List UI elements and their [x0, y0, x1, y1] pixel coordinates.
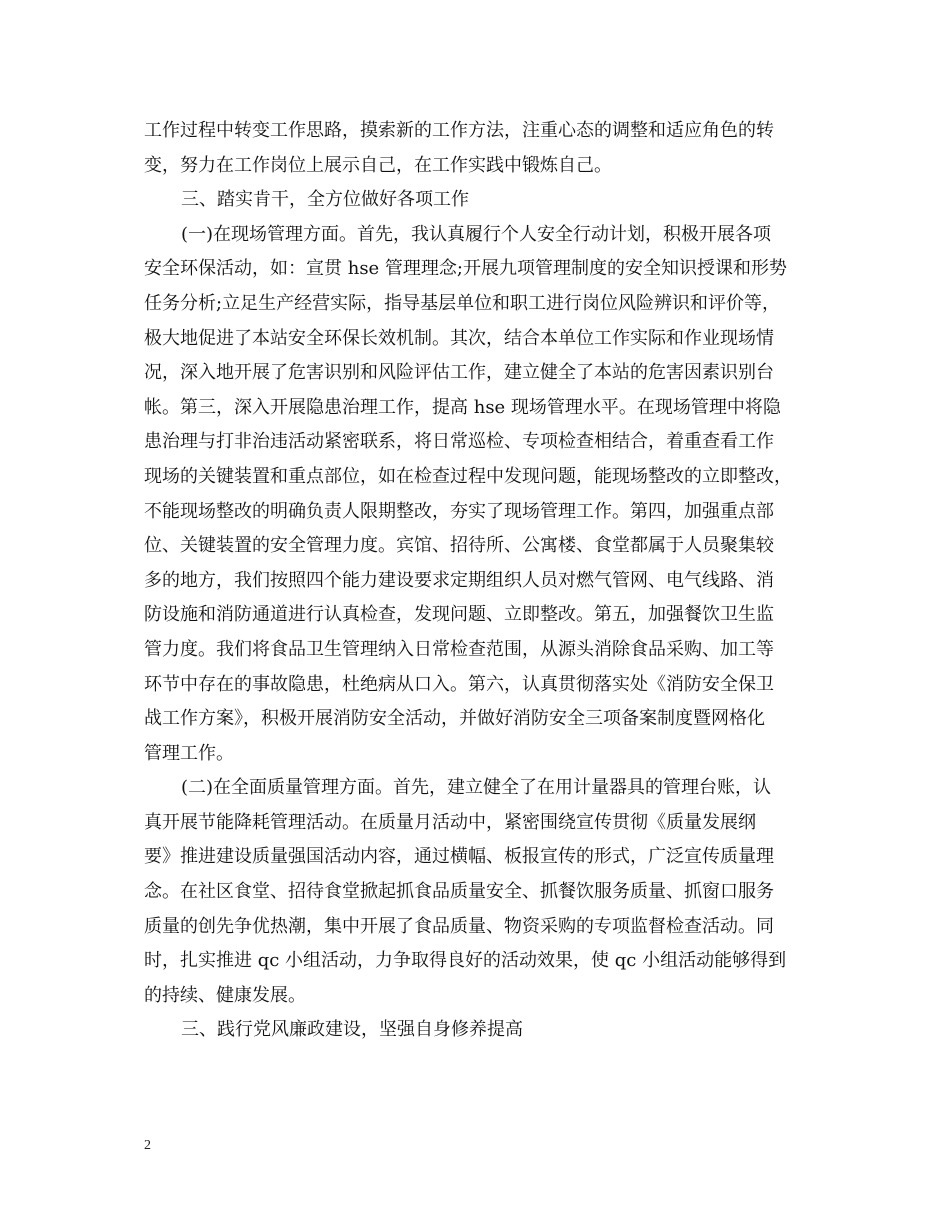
text-line: 真开展节能降耗管理活动。在质量月活动中，紧密围绕宣传贯彻《质量发展纲 [144, 811, 756, 833]
text-line: 管理工作。 [144, 742, 234, 764]
paragraph-start: (二)在全面质量管理方面。首先，建立健全了在用计量器具的管理台账，认 [181, 777, 772, 799]
text-line: 任务分析;立足生产经营实际，指导基层单位和职工进行岗位风险辨识和评价等， [144, 292, 781, 314]
text-line: 帐。第三，深入开展隐患治理工作，提高 hse 现场管理水平。在现场管理中将隐 [144, 396, 781, 418]
text-line: 多的地方，我们按照四个能力建设要求定期组织人员对燃气管网、电气线路、消 [144, 569, 774, 591]
section-heading: 三、踏实肯干，全方位做好各项工作 [181, 189, 469, 211]
document-body [144, 114, 806, 1048]
text-line: 安全环保活动，如：宣贯 hse 管理理念;开展九项管理制度的安全知识授课和形势 [144, 258, 787, 280]
text-line: 环节中存在的事故隐患，杜绝病从口入。第六，认真贯彻落实处《消防安全保卫 [144, 673, 774, 695]
paragraph-start: (一)在现场管理方面。首先，我认真履行个人安全行动计划，积极开展各项 [181, 223, 772, 245]
text-line: 变，努力在工作岗位上展示自己，在工作实践中锻炼自己。 [144, 154, 612, 176]
text-line: 要》推进建设质量强国活动内容，通过横幅、板报宣传的形式，广泛宣传质量理 [144, 846, 774, 868]
text-line: 质量的创先争优热潮，集中开展了食品质量、物资采购的专项监督检查活动。同 [144, 915, 774, 937]
text-line: 不能现场整改的明确负责人限期整改，夯实了现场管理工作。第四，加强重点部 [144, 500, 774, 522]
text-line: 极大地促进了本站安全环保长效机制。其次，结合本单位工作实际和作业现场情 [144, 327, 774, 349]
text-line: 工作过程中转变工作思路，摸索新的工作方法，注重心态的调整和适应角色的转 [144, 120, 774, 141]
text-line: 时，扎实推进 qc 小组活动，力争取得良好的活动效果，使 qc 小组活动能够得到 [144, 950, 787, 972]
text-line: 管力度。我们将食品卫生管理纳入日常检查范围，从源头消除食品采购、加工等 [144, 638, 774, 660]
text-line: 现场的关键装置和重点部位，如在检查过程中发现问题，能现场整改的立即整改， [144, 465, 792, 487]
text-line: 位、关键装置的安全管理力度。宾馆、招待所、公寓楼、食堂都属于人员聚集较 [144, 535, 774, 557]
text-line: 念。在社区食堂、招待食堂掀起抓食品质量安全、抓餐饮服务质量、抓窗口服务 [144, 881, 774, 903]
text-line: 战工作方案》，积极开展消防安全活动，并做好消防安全三项备案制度暨网格化 [144, 708, 765, 730]
text-line: 患治理与打非治违活动紧密联系，将日常巡检、专项检查相结合，着重查看工作 [144, 431, 774, 453]
page-number: 2 [144, 1138, 151, 1153]
section-heading: 三、践行党风廉政建设，坚强自身修养提高 [181, 1019, 523, 1041]
text-line: 防设施和消防通道进行认真检查，发现问题、立即整改。第五，加强餐饮卫生监 [144, 604, 774, 626]
text-line: 况，深入地开展了危害识别和风险评估工作，建立健全了本站的危害因素识别台 [144, 362, 774, 384]
text-line: 的持续、健康发展。 [144, 984, 306, 1006]
